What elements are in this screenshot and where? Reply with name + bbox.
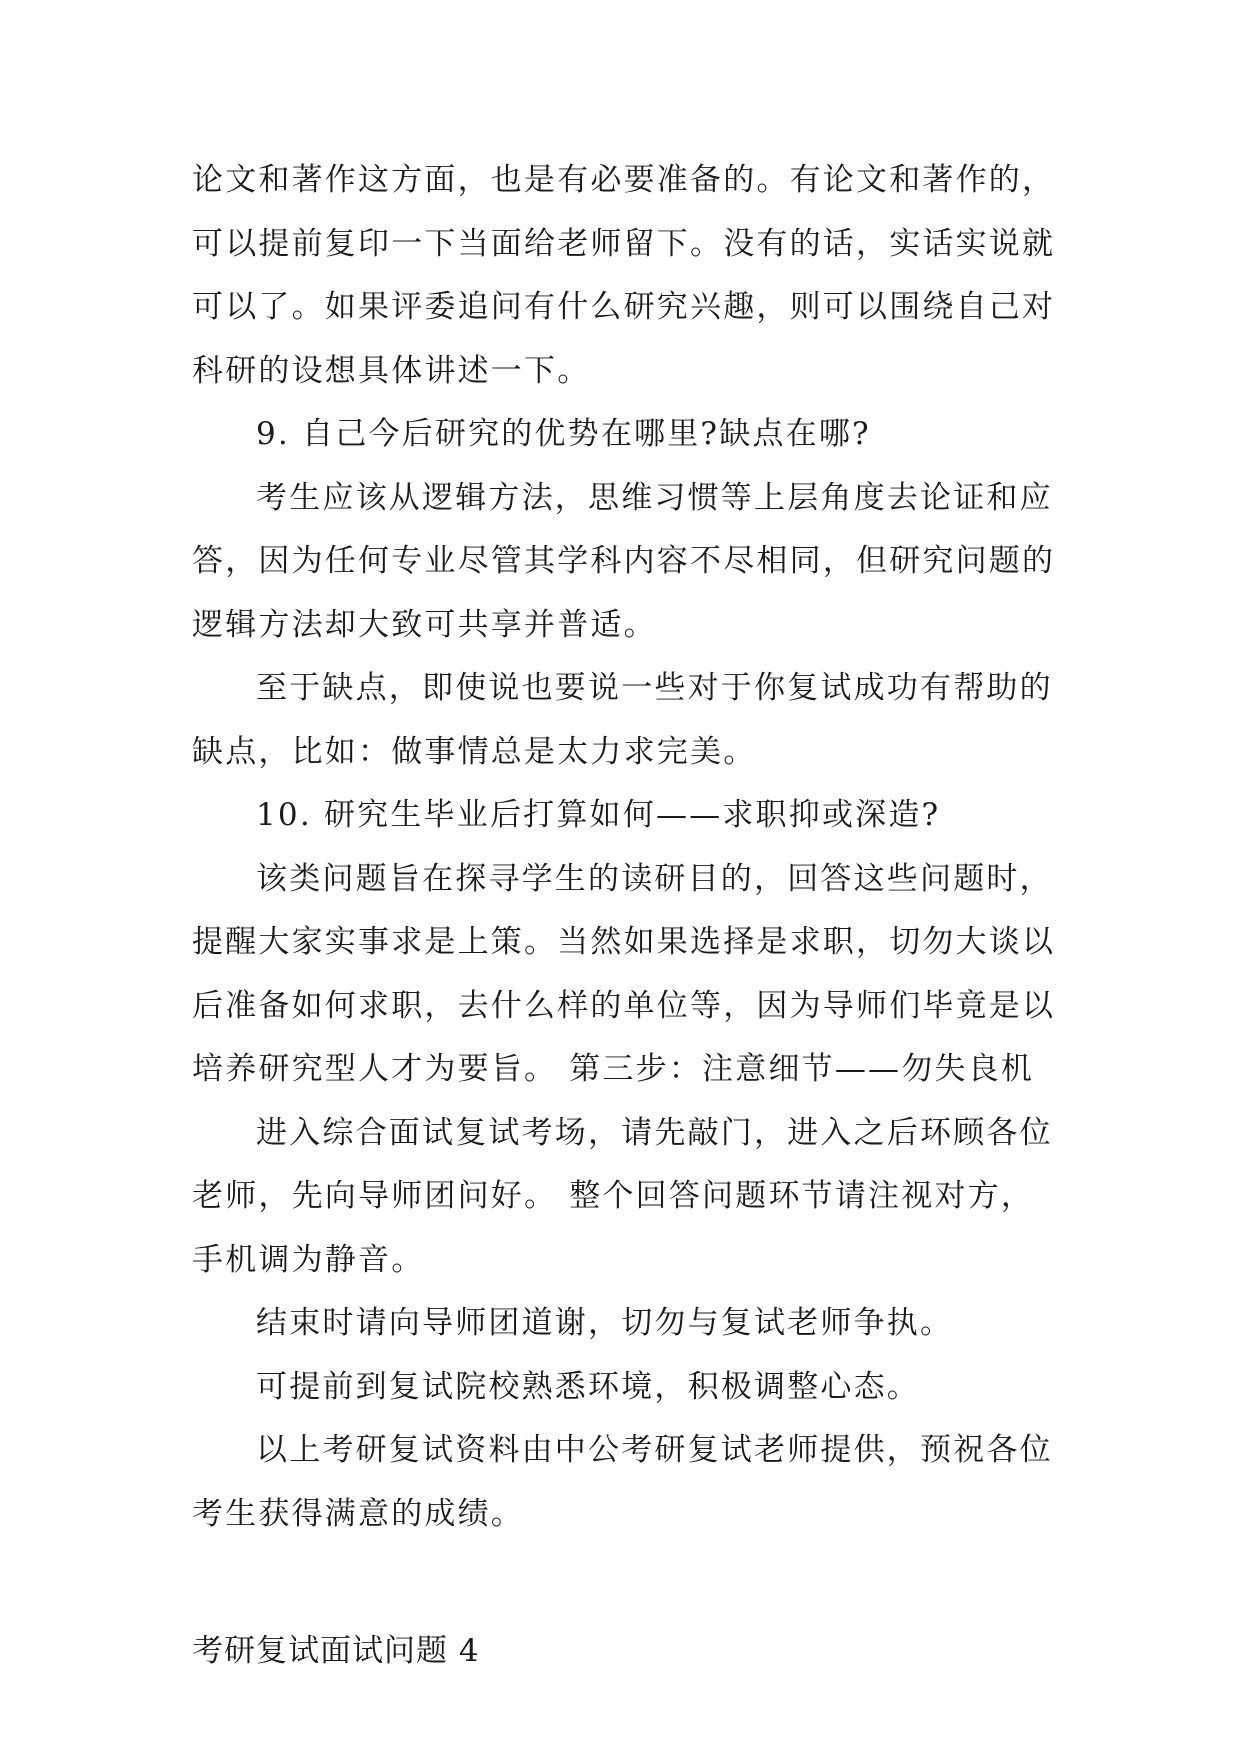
body-text-line: 手机调为静音。 bbox=[192, 1241, 425, 1278]
body-text-line: 缺点，比如：做事情总是太力求完美。 bbox=[192, 733, 757, 770]
body-text-line: 可以提前复印一下当面给老师留下。没有的话，实话实说就 bbox=[192, 225, 1056, 262]
body-text-line: 至于缺点，即使说也要说一些对于你复试成功有帮助的 bbox=[256, 670, 1053, 706]
body-text-line: 逻辑方法却大致可共享并普适。 bbox=[192, 606, 657, 643]
question-9-heading: 9. 自己今后研究的优势在哪里?缺点在哪? bbox=[256, 416, 871, 452]
body-text-line: 老师，先向导师团问好。 整个回答问题环节请注视对方， bbox=[192, 1178, 1035, 1214]
body-text-line: 后准备如何求职，去什么样的单位等，因为导师们毕竟是以 bbox=[192, 987, 1056, 1024]
body-text-line: 可以了。如果评委追问有什么研究兴趣，则可以围绕自己对 bbox=[192, 289, 1056, 325]
document-body bbox=[192, 162, 1072, 1700]
body-text-line: 提醒大家实事求是上策。当然如果选择是求职，切勿大谈以 bbox=[192, 924, 1056, 960]
body-text-line: 科研的设想具体讲述一下。 bbox=[192, 352, 591, 389]
body-text-line: 论文和著作这方面，也是有必要准备的。有论文和著作的， bbox=[192, 162, 1056, 198]
body-text-line: 考生应该从逻辑方法，思维习惯等上层角度去论证和应 bbox=[256, 479, 1053, 516]
body-text-line: 答，因为任何专业尽管其学科内容不尽相同，但研究问题的 bbox=[192, 543, 1056, 579]
body-text-line: 考生获得满意的成绩。 bbox=[192, 1495, 524, 1532]
body-text-line: 可提前到复试院校熟悉环境，积极调整心态。 bbox=[256, 1368, 920, 1405]
body-text-line: 该类问题旨在探寻学生的读研目的，回答这些问题时， bbox=[256, 860, 1053, 897]
body-text-line: 结束时请向导师团道谢，切勿与复试老师争执。 bbox=[256, 1305, 954, 1341]
body-text-line: 培养研究型人才为要旨。 第三步：注意细节——勿失良机 bbox=[192, 1051, 1035, 1087]
body-text-line: 进入综合面试复试考场，请先敲门，进入之后环顾各位 bbox=[256, 1114, 1053, 1151]
body-text-line: 以上考研复试资料由中公考研复试老师提供，预祝各位 bbox=[256, 1432, 1053, 1468]
section-heading: 考研复试面试问题 4 bbox=[192, 1633, 480, 1669]
question-10-heading: 10. 研究生毕业后打算如何——求职抑或深造? bbox=[256, 797, 941, 833]
